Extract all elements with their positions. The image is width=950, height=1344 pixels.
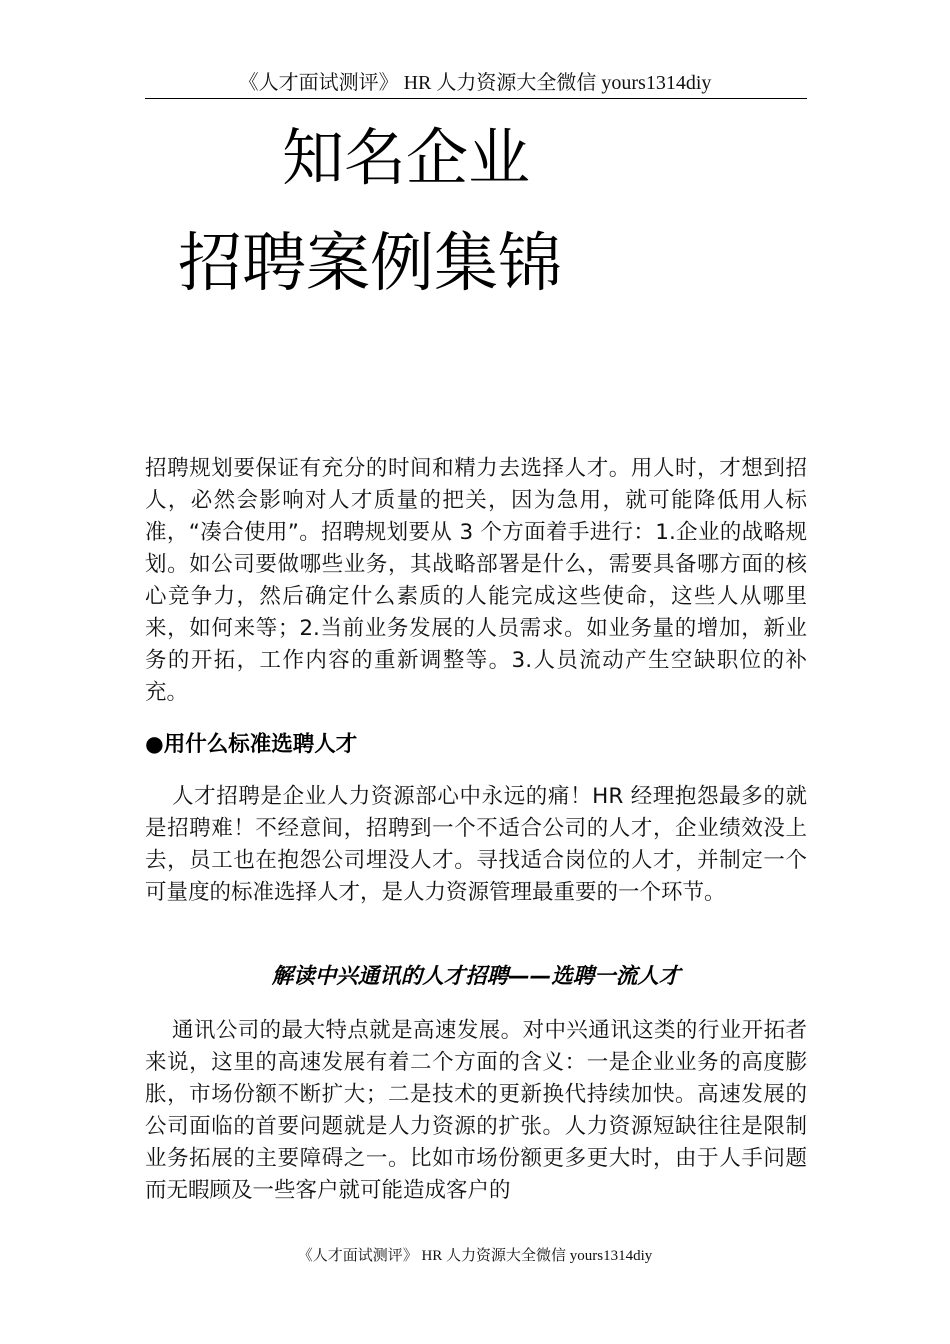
header-divider [145,98,807,99]
page-footer: 《人才面试测评》 HR 人力资源大全微信 yours1314diy [297,1248,653,1264]
page-header: 《人才面试测评》 HR 人力资源大全微信 yours1314diy [238,72,712,94]
zte-paragraph: 通讯公司的最大特点就是高速发展。对中兴通讯这类的行业开拓者来说，这里的高速发展有着二个方面的含义：一是企业业务的高度膨胀，市场份额不断扩大；二是技术的更新换代持续加快。高速发展的公司面临的首要问题就是人力资源的扩张。人力资源短缺往往是限制业务拓展的主要障碍之一。比如市场份额更多更大时，由于人手问题而无暇顾及一些客户就可能造成客户的 [145,1018,807,1203]
document-title-line-1: 知名企业 [282,121,531,194]
standard-paragraph: 人才招聘是企业人力资源部心中永远的痛！HR 经理抱怨最多的就是招聘难！不经意间，招聘到一个不适合公司的人才，企业绩效没上去，员工也在抱怨公司埋没人才。寻找适合岗位的人才，并制定一个可量度的标准选择人才，是人力资源管理最重要的一个环节。 [145,784,807,905]
bullet-heading: ●用什么标准选聘人才 [145,732,358,757]
section-heading: 解读中兴通讯的人才招聘——选聘一流人才 [271,964,681,989]
document-title-line-2: 招聘案例集锦 [178,227,562,301]
intro-paragraph: 招聘规划要保证有充分的时间和精力去选择人才。用人时，才想到招人，必然会影响对人才质量的把关，因为急用，就可能降低用人标准，“凑合使用”。招聘规划要从 3 个方面着手进行：1.企业的战略规划。如公司要做哪些业务，其战略部署是什么，需要具备哪方面的核心竞争力，然后确定什么素质的人能完成这些使命，这些人从哪里来，如何来等；2.当前业务发展的人员需求。如业务量的增加，新业务的开拓，工作内容的重新调整等。3.人员流动产生空缺职位的补充。 [145,456,807,705]
